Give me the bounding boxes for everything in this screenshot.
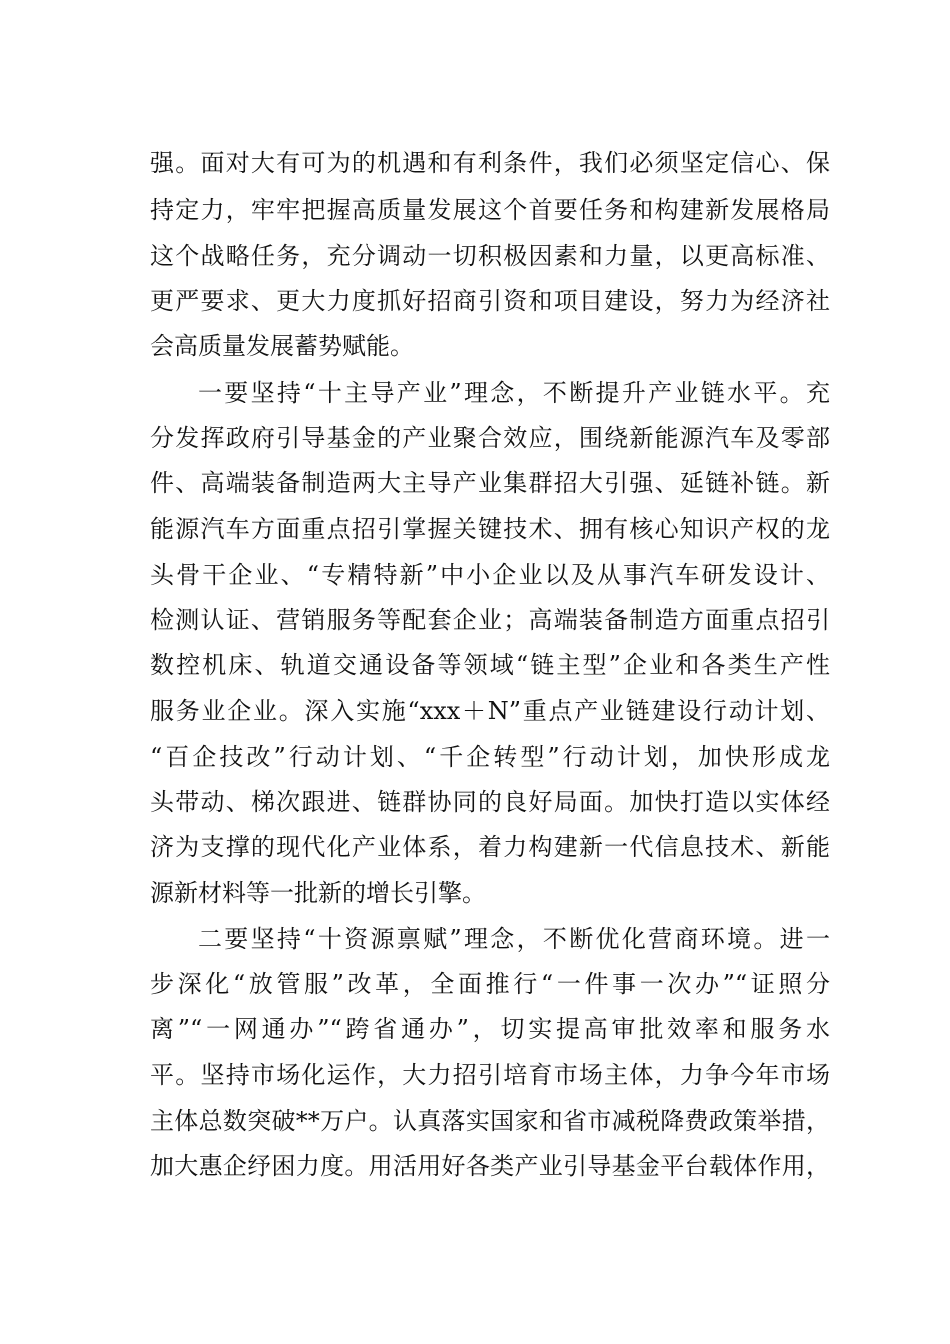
text-line: 济为支撑的现代化产业体系，着力构建新一代信息技术、新能 — [150, 833, 830, 861]
text-line: 分发挥政府引导基金的产业聚合效应，围绕新能源汽车及零部 — [150, 424, 830, 452]
text-line: 能源汽车方面重点招引掌握关键技术、拥有核心知识产权的龙 — [150, 515, 830, 543]
text-line: 平。坚持市场化运作，大力招引培育市场主体，力争今年市场 — [150, 1061, 830, 1089]
text-line: 件、高端装备制造两大主导产业集群招大引强、延链补链。新 — [150, 469, 830, 497]
text-line: “百企技改”行动计划、“千企转型”行动计划，加快形成龙 — [150, 743, 830, 771]
text-line: 二要坚持“十资源禀赋”理念，不断优化营商环境。进一 — [198, 925, 830, 953]
text-line: 一要坚持“十主导产业”理念，不断提升产业链水平。充 — [198, 379, 830, 407]
text-line: 会高质量发展蓄势赋能。 — [150, 332, 414, 360]
text-line: 主体总数突破**万户。认真落实国家和省市减税降费政策举措， — [150, 1107, 830, 1135]
text-line: 源新材料等一批新的增长引擎。 — [150, 879, 486, 907]
text-line: 检测认证、营销服务等配套企业；高端装备制造方面重点招引 — [150, 606, 830, 634]
text-line: 头带动、梯次跟进、链群协同的良好局面。加快打造以实体经 — [150, 788, 830, 816]
text-line: 离”“一网通办”“跨省通办”，切实提高审批效率和服务水 — [150, 1015, 830, 1043]
text-line: 更严要求、更大力度抓好招商引资和项目建设，努力为经济社 — [150, 287, 830, 315]
text-line: 持定力，牢牢把握高质量发展这个首要任务和构建新发展格局 — [150, 196, 830, 224]
text-line: 数控机床、轨道交通设备等领域“链主型”企业和各类生产性 — [150, 651, 830, 679]
text-line: 头骨干企业、“专精特新”中小企业以及从事汽车研发设计、 — [150, 561, 830, 589]
text-line: 加大惠企纾困力度。用活用好各类产业引导基金平台载体作用， — [150, 1152, 830, 1180]
text-line: 强。面对大有可为的机遇和有利条件，我们必须坚定信心、保 — [150, 149, 830, 177]
text-line: 这个战略任务，充分调动一切积极因素和力量，以更高标准、 — [150, 242, 830, 270]
text-line: 服务业企业。深入实施“xxx＋N”重点产业链建设行动计划、 — [150, 697, 830, 725]
text-line: 步深化“放管服”改革，全面推行“一件事一次办”“证照分 — [150, 970, 830, 998]
